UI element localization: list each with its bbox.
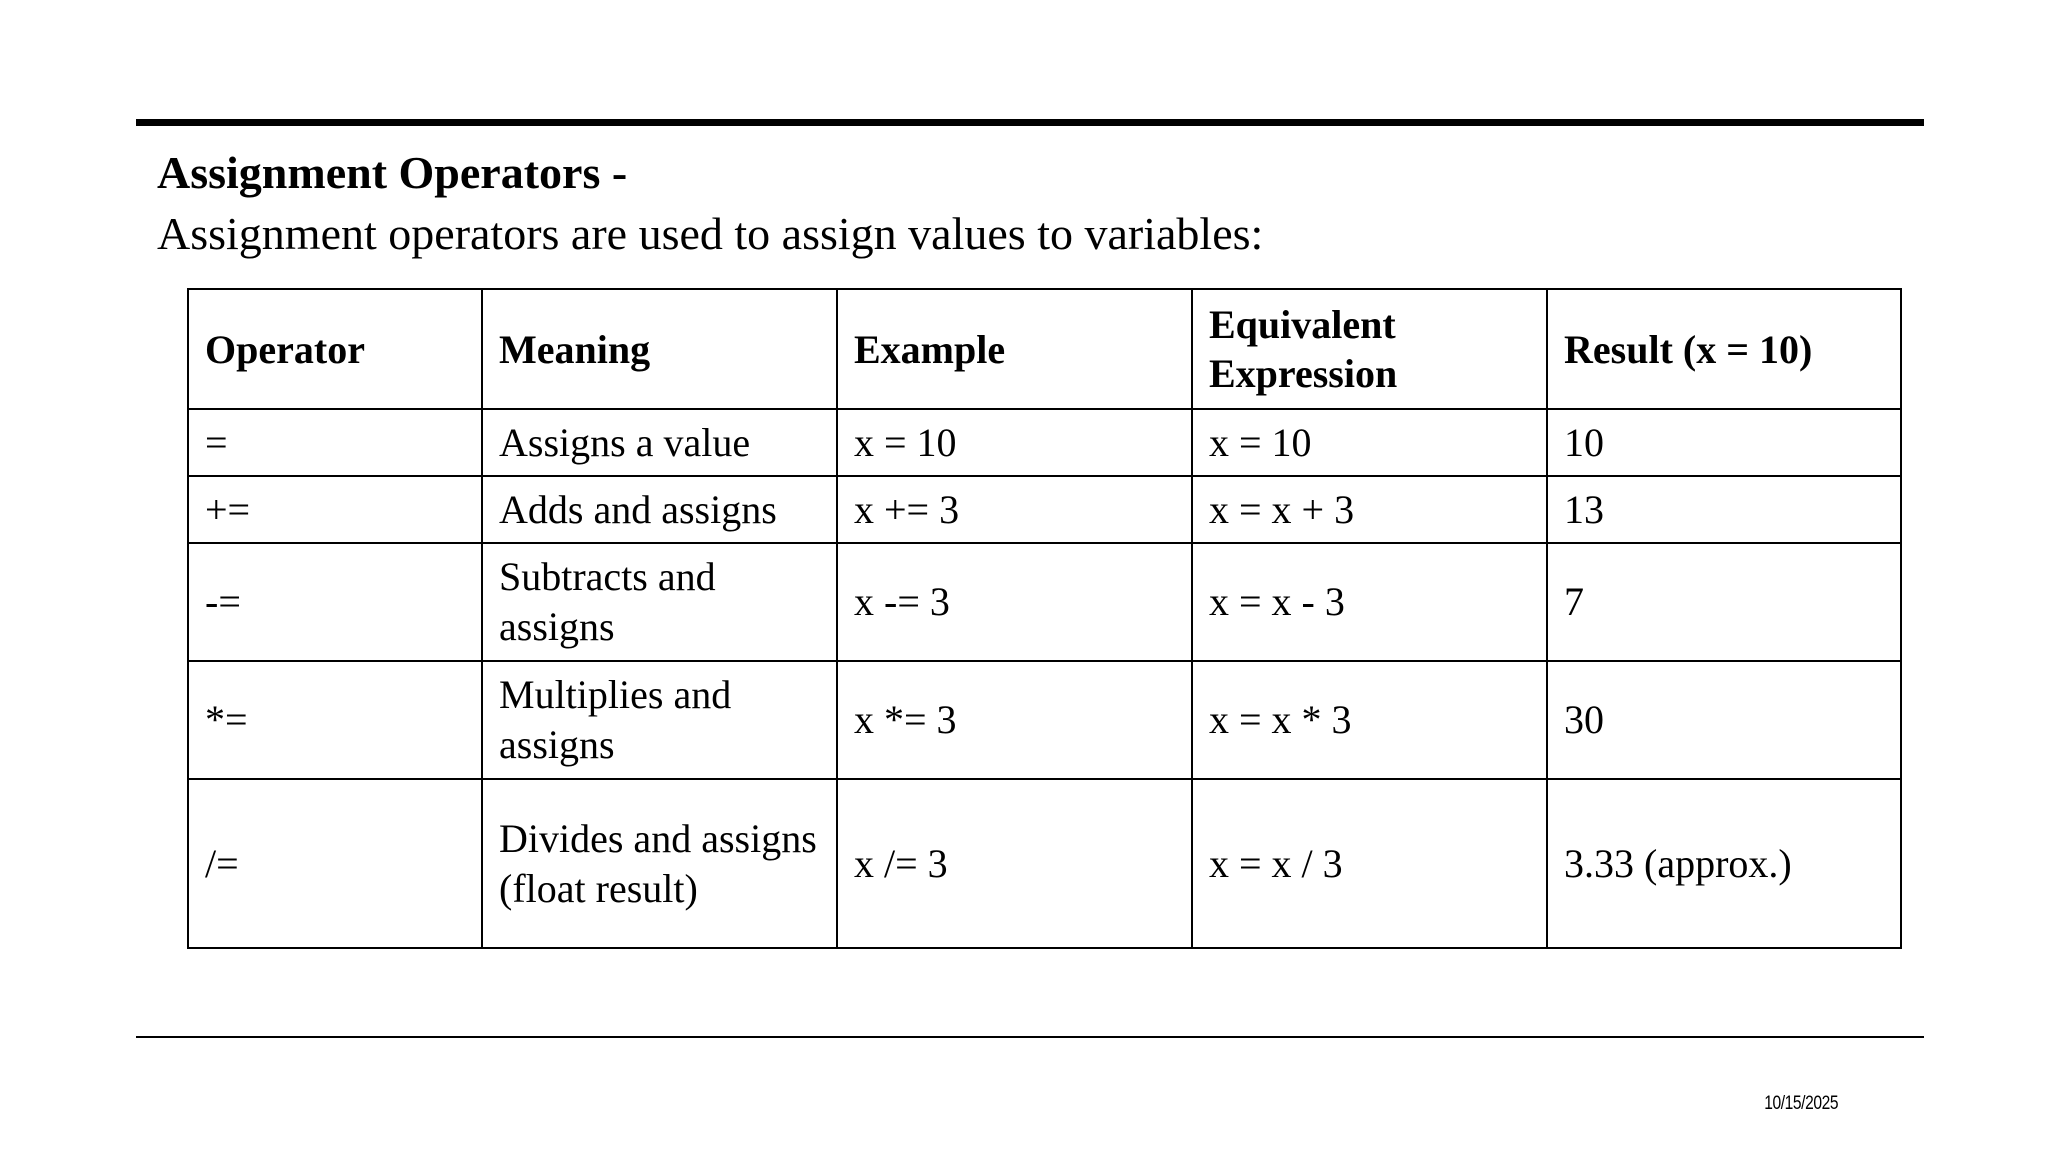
cell-meaning: Multiplies and assigns <box>482 661 837 779</box>
cell-operator: += <box>188 476 482 543</box>
table-row <box>188 661 1901 779</box>
header-equivalent-expression: Equivalent Expression <box>1192 289 1547 409</box>
cell-operator: -= <box>188 543 482 661</box>
table-header-row <box>188 289 1901 409</box>
cell-example: x *= 3 <box>837 661 1192 779</box>
cell-operator: /= <box>188 779 482 948</box>
header-example: Example <box>837 289 1192 409</box>
header-operator: Operator <box>188 289 482 409</box>
cell-equivalent: x = x / 3 <box>1192 779 1547 948</box>
table-row <box>188 543 1901 661</box>
cell-equivalent: x = x * 3 <box>1192 661 1547 779</box>
header-meaning: Meaning <box>482 289 837 409</box>
cell-example: x += 3 <box>837 476 1192 543</box>
table-row <box>188 409 1901 476</box>
cell-equivalent: x = x - 3 <box>1192 543 1547 661</box>
cell-result: 10 <box>1547 409 1901 476</box>
cell-meaning: Subtracts and assigns <box>482 543 837 661</box>
top-divider <box>136 119 1924 126</box>
table-row <box>188 476 1901 543</box>
cell-example: x /= 3 <box>837 779 1192 948</box>
header-result: Result (x = 10) <box>1547 289 1901 409</box>
cell-example: x = 10 <box>837 409 1192 476</box>
cell-equivalent: x = 10 <box>1192 409 1547 476</box>
cell-result: 3.33 (approx.) <box>1547 779 1901 948</box>
cell-result: 30 <box>1547 661 1901 779</box>
cell-equivalent: x = x + 3 <box>1192 476 1547 543</box>
operators-table <box>187 288 1902 949</box>
slide-title: Assignment Operators - <box>157 147 628 198</box>
bottom-divider <box>136 1036 1924 1038</box>
slide-date: 10/15/2025 <box>1764 1093 1838 1114</box>
slide-subtitle: Assignment operators are used to assign values to variables: <box>157 208 1264 259</box>
table-row <box>188 779 1901 948</box>
cell-result: 13 <box>1547 476 1901 543</box>
cell-meaning: Divides and assigns (float result) <box>482 779 837 948</box>
cell-operator: *= <box>188 661 482 779</box>
cell-example: x -= 3 <box>837 543 1192 661</box>
cell-meaning: Assigns a value <box>482 409 837 476</box>
cell-result: 7 <box>1547 543 1901 661</box>
cell-operator: = <box>188 409 482 476</box>
cell-meaning: Adds and assigns <box>482 476 837 543</box>
